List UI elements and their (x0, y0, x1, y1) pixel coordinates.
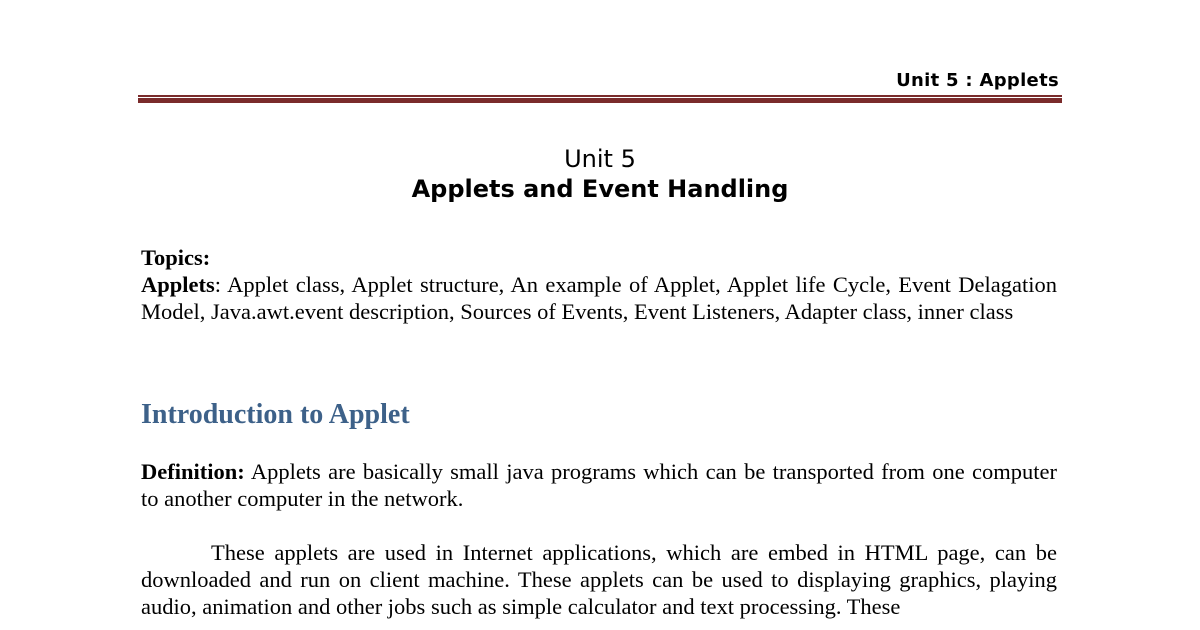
running-header: Unit 5 : Applets (896, 70, 1059, 91)
section-heading: Introduction to Applet (141, 399, 410, 430)
definition-paragraph (141, 458, 1057, 512)
definition-text: Applets are basically small java programs which can be transported from one computer to another computer in the network. (141, 459, 1057, 511)
topics-label: Topics: (141, 245, 211, 270)
unit-title: Applets and Event Handling (411, 175, 789, 203)
unit-number: Unit 5 (564, 145, 636, 173)
header-rule-thin (138, 95, 1062, 97)
topics-lead: Applets (141, 272, 215, 297)
body-paragraph: These applets are used in Internet applications, which are embed in HTML page, can be downloaded and run on client machine. These applets can be used to displaying graphics, playing audio, animation and other jobs such as simple calculator and text processing. These (141, 540, 1057, 619)
topics-list (141, 271, 1057, 325)
header-rule-thick (138, 98, 1062, 103)
definition-label: Definition: (141, 459, 245, 484)
topics-text: : Applet class, Applet structure, An example of Applet, Applet life Cycle, Event Delagation Model, Java.awt.event description, Sources of Events, Event Listeners, Adapter class, inner class (141, 272, 1057, 324)
